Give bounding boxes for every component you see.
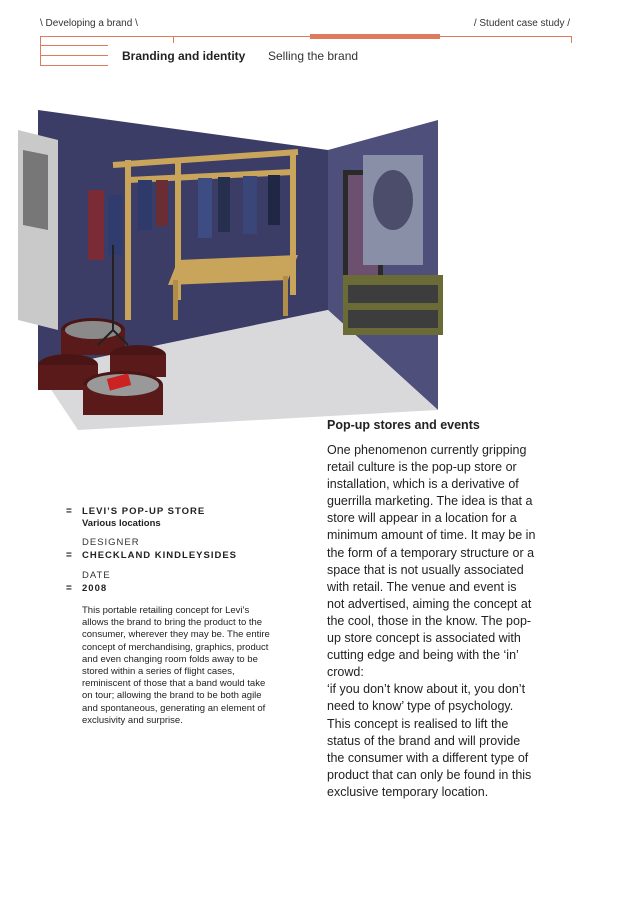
date-value: 2008 [82,583,108,594]
caption-body: This portable retailing concept for Levi’s allows the brand to bring the product to the consumer, wherever they may be. The entire concept of merchandising, graphics, product and even changing room folds away to be stored within a series of flight cases, reminiscent of those that a band would take on tour; allowing the brand to be both agile and spontaneous, generating an element of exclusivity and surprise. [82,605,270,726]
caption-bullet: = [66,583,72,594]
header-tick [173,36,174,43]
designer-label: DESIGNER [82,537,140,548]
running-header-left: \ Developing a brand \ [40,18,138,29]
header-accent-bar [310,34,440,39]
caption-subtitle: Various locations [82,518,161,529]
header-index-lines [40,36,108,66]
header-rule [40,36,572,37]
article-paragraph: ‘if you don’t know about it, you don’t need to know’ type of psychology. This concept is realised to lift the status of the brand and will provide the consumer with a different type of product that can only be found in this exclusive temporary location. [327,682,532,799]
section-title: Branding and identity [122,49,246,63]
date-label: DATE [82,570,111,581]
running-header-right: / Student case study / [473,18,570,29]
caption-bullet: = [66,550,72,561]
designer-value: CHECKLAND KINDLEYSIDES [82,550,238,561]
article-heading: Pop-up stores and events [327,418,480,432]
caption-title: LEVI’S POP-UP STORE [82,506,206,517]
section-subtitle: Selling the brand [268,49,359,63]
article-body [327,442,537,801]
header-tick [571,36,572,43]
popup-store-photo [18,80,478,440]
caption-bullet: = [66,506,72,517]
article-paragraph: One phenomenon currently gripping retail culture is the pop-up store or installation, which is a derivative of guerrilla marketing. The idea is that a store will appear in a location for a minimum amount of time. It may be in the form of a temporary structure or a space that is not usually associated with retail. The venue and event is not advertised, aiming the concept at the cool, those in the know. The pop-up store concept is associated with cutting edge and being with the ‘in’ crowd: [327,443,536,680]
